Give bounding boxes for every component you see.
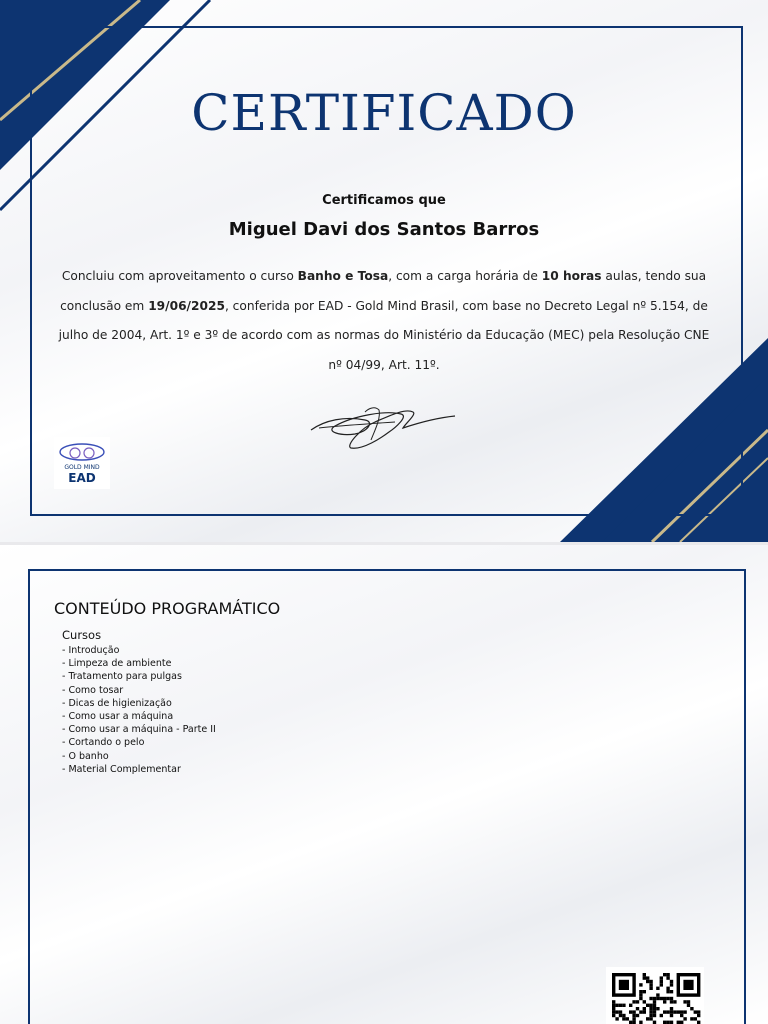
logo-text-ead: EAD — [68, 471, 96, 485]
gold-mind-logo — [54, 437, 110, 489]
list-item: - Cortando o pelo — [62, 737, 145, 749]
signature-image — [305, 398, 465, 458]
certificate-title: CERTIFICADO — [191, 84, 577, 142]
course-hours: 10 horas — [541, 269, 602, 283]
qr-code-icon — [606, 967, 704, 1024]
list-item: - Introdução — [62, 645, 120, 656]
certificate-body — [52, 262, 716, 380]
program-title: CONTEÚDO PROGRAMÁTICO — [54, 599, 281, 618]
body-text-2: , com a carga horária de — [388, 269, 542, 283]
program-frame — [28, 569, 746, 1024]
logo-text-gold-mind: GOLD MIND — [64, 464, 100, 471]
list-item: - Dicas de higienização — [62, 697, 172, 709]
body-text-4: , conferida por EAD - Gold Mind Brasil, com base no Decreto Legal nº 5.154, de julho de 2004, Art. 1º e 3º de acordo com as normas do Ministério da Educação (MEC) pela Resolução CNE nº 04/99, Art. 11º. — [58, 298, 710, 372]
body-text-3: aulas, tendo sua conclusão em — [60, 269, 707, 313]
student-name: Miguel Davi dos Santos Barros — [228, 219, 540, 240]
course-name: Banho e Tosa — [297, 269, 389, 283]
list-item: - Como usar a máquina - Parte II — [62, 724, 216, 736]
list-item: - Como usar a máquina — [62, 711, 174, 723]
body-text-1: Concluiu com aproveitamento o curso — [61, 269, 298, 283]
list-item: - Material Complementar — [62, 763, 181, 775]
program-page — [0, 545, 768, 1024]
completion-date: 19/06/2025 — [148, 298, 225, 313]
course-list — [62, 644, 216, 776]
certify-label: Certificamos que — [322, 193, 446, 208]
brain-logo-icon — [54, 439, 110, 465]
courses-heading: Cursos — [62, 628, 102, 642]
list-item: - O banho — [62, 750, 109, 762]
list-item: - Como tosar — [62, 684, 124, 696]
list-item: - Tratamento para pulgas — [62, 671, 182, 683]
list-item: - Limpeza de ambiente — [62, 658, 172, 670]
qr-code — [606, 967, 704, 1024]
